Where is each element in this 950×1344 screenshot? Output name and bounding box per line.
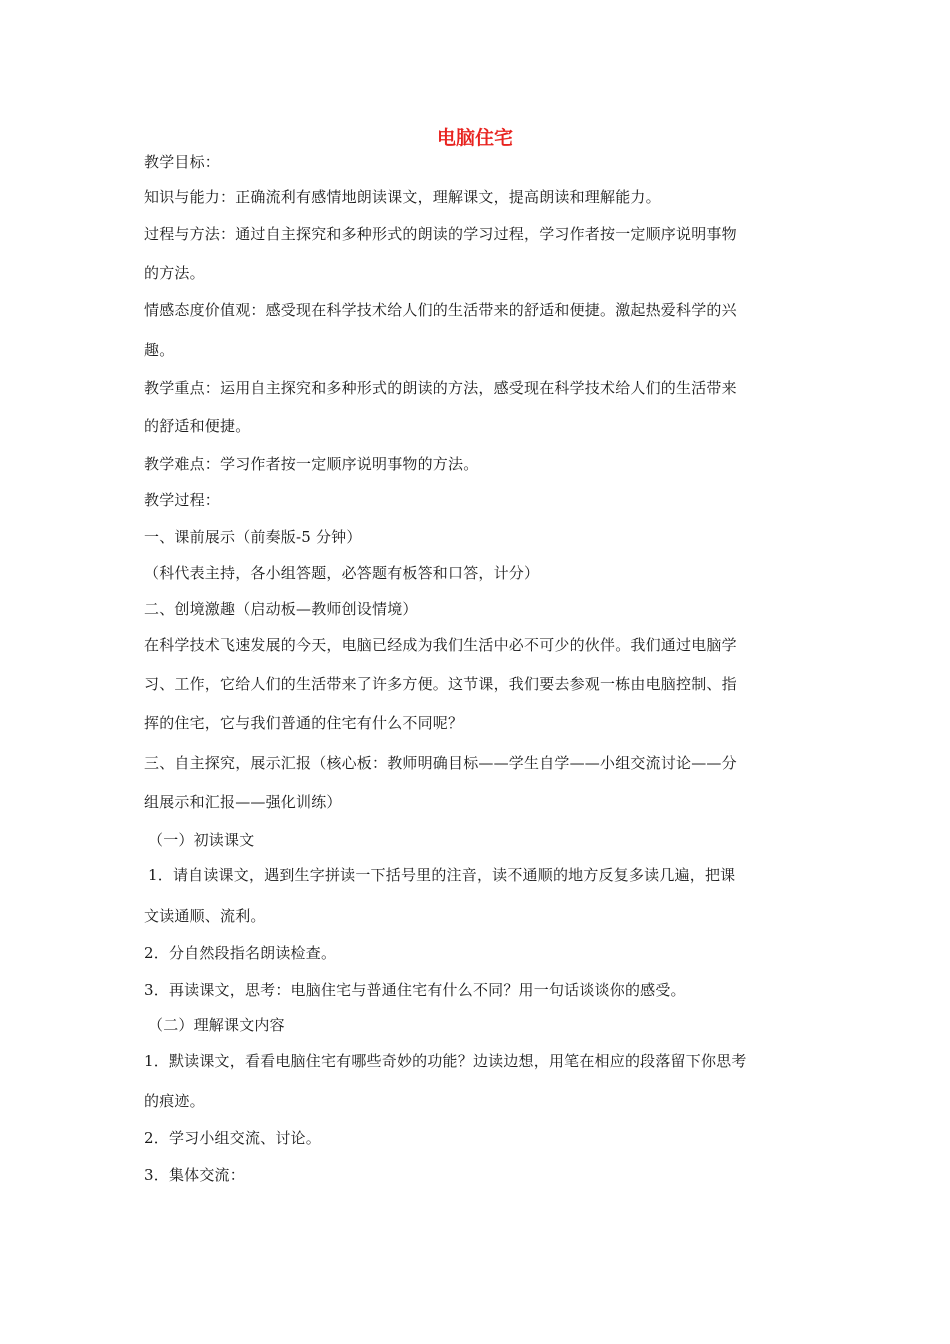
text-line-process-1: 过程与方法：通过自主探究和多种形式的朗读的学习过程，学习作者按一定顺序说明事物 [144, 225, 737, 243]
text-line-key-points-2: 的舒适和便捷。 [144, 417, 251, 435]
text-line-section-3-1: 三、自主探究，展示汇报（核心板：教师明确目标——学生自学——小组交流讨论——分 [144, 754, 737, 772]
text-line-task-2: 2．学习小组交流、讨论。 [144, 1129, 321, 1147]
text-line-step-1-1: 1．请自读课文，遇到生字拼读一下括号里的注音，读不通顺的地方反复多读几遍，把课 [148, 866, 736, 884]
text-line-process-2: 的方法。 [144, 264, 205, 282]
text-line-difficulty: 教学难点：学习作者按一定顺序说明事物的方法。 [144, 455, 479, 473]
text-line-emotion-2: 趣。 [144, 341, 175, 359]
text-line-step-2: 2．分自然段指名朗读检查。 [144, 944, 337, 962]
text-line-subsection-1: （一）初读课文 [148, 831, 255, 849]
text-line-subsection-2: （二）理解课文内容 [148, 1016, 285, 1034]
text-line-step-3: 3．再读课文，思考：电脑住宅与普通住宅有什么不同？用一句话谈谈你的感受。 [144, 981, 686, 999]
text-line-intro-1: 在科学技术飞速发展的今天，电脑已经成为我们生活中必不可少的伙伴。我们通过电脑学 [144, 636, 737, 654]
text-line-key-points-1: 教学重点：运用自主探究和多种形式的朗读的方法，感受现在科学技术给人们的生活带来 [144, 379, 737, 397]
text-line-objectives-heading: 教学目标： [144, 153, 221, 171]
text-line-section-1: 一、课前展示（前奏版-5 分钟） [144, 528, 362, 546]
text-line-task-1-1: 1．默读课文，看看电脑住宅有哪些奇妙的功能？边读边想，用笔在相应的段落留下你思考 [144, 1052, 747, 1070]
text-line-section-1-note: （科代表主持，各小组答题，必答题有板答和口答，计分） [144, 564, 540, 582]
text-line-task-3: 3．集体交流： [144, 1166, 245, 1184]
text-line-step-1-2: 文读通顺、流利。 [144, 907, 266, 925]
text-line-section-2: 二、创境激趣（启动板—教师创设情境） [144, 600, 418, 618]
text-line-emotion-1: 情感态度价值观：感受现在科学技术给人们的生活带来的舒适和便捷。激起热爱科学的兴 [144, 301, 737, 319]
text-line-intro-2: 习、工作，它给人们的生活带来了许多方便。这节课，我们要去参观一栋由电脑控制、指 [144, 675, 737, 693]
text-line-knowledge: 知识与能力：正确流利有感情地朗读课文，理解课文，提高朗读和理解能力。 [144, 188, 661, 206]
text-line-intro-3: 挥的住宅，它与我们普通的住宅有什么不同呢？ [144, 714, 464, 732]
document-title: 电脑住宅 [436, 127, 513, 149]
text-line-task-1-2: 的痕迹。 [144, 1092, 205, 1110]
text-line-process-heading: 教学过程： [144, 491, 221, 509]
text-line-section-3-2: 组展示和汇报——强化训练） [144, 793, 342, 811]
